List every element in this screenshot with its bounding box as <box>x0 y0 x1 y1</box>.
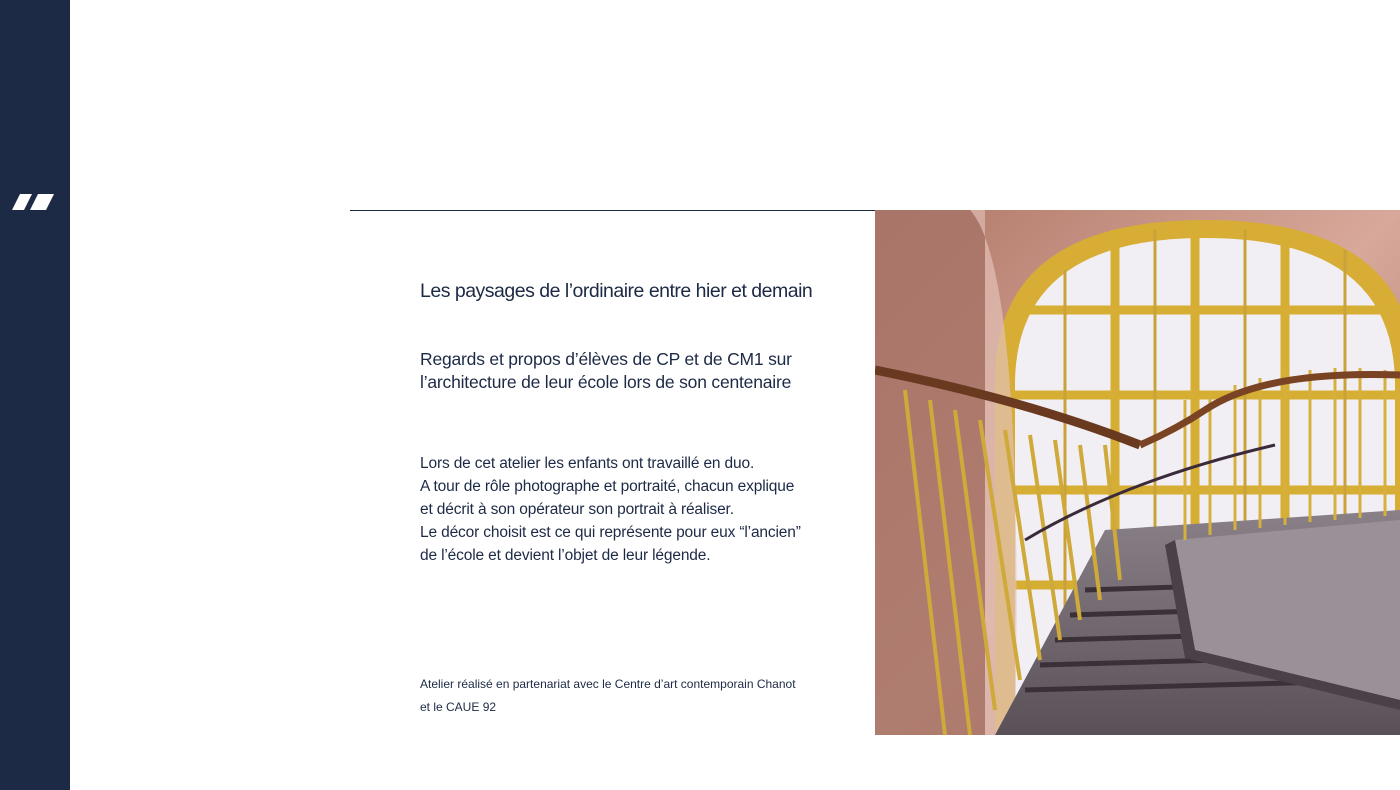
page-subtitle: Regards et propos d’élèves de CP et de CM1 sur l’architecture de leur école lors de son centenaire <box>420 349 792 392</box>
credit-line: Atelier réalisé en partenariat avec le Centre d’art contemporain Chanot <box>420 677 796 691</box>
credit-note <box>420 673 840 719</box>
credit-line: et le CAUE 92 <box>420 700 497 714</box>
description-line: Le décor choisit est ce qui représente pour eux “l’ancien” <box>420 524 801 541</box>
page-title: Les paysages de l’ordinaire entre hier et demain <box>420 280 813 302</box>
description-line: et décrit à son opérateur son portrait à réaliser. <box>420 501 734 518</box>
double-slash-logo-icon <box>12 193 58 211</box>
description-line: A tour de rôle photographe et portraité, chacun explique <box>420 478 795 495</box>
header-divider <box>350 210 875 211</box>
staircase-illustration <box>875 210 1400 735</box>
description <box>420 452 840 567</box>
sidebar <box>0 0 70 790</box>
description-line: Lors de cet atelier les enfants ont travaillé en duo. <box>420 455 755 472</box>
description-line: de l’école et devient l’objet de leur légende. <box>420 547 711 564</box>
staircase-window-photo <box>875 210 1400 735</box>
